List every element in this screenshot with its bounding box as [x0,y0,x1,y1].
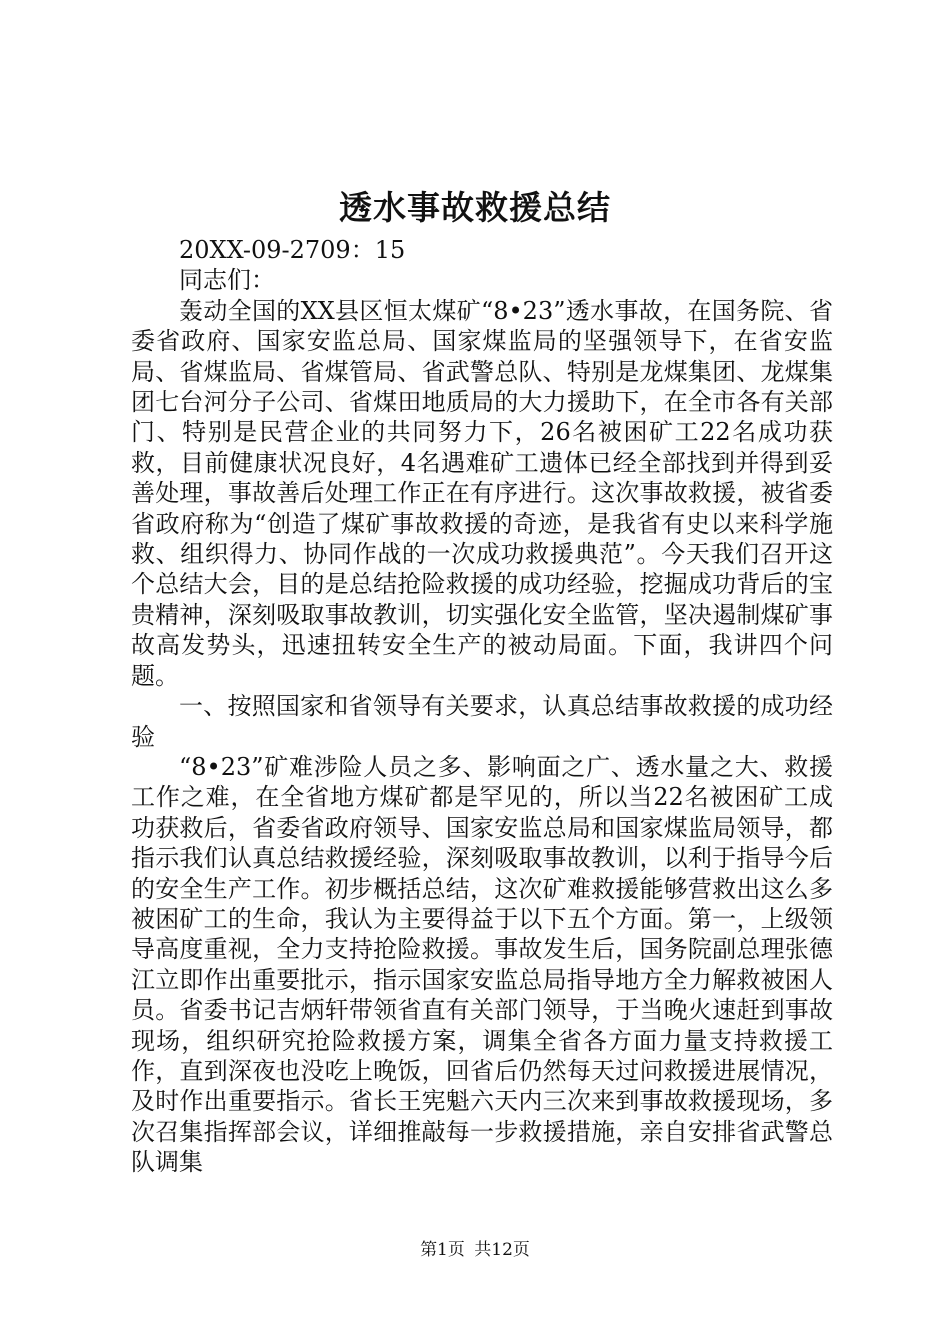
paragraph-section-1: “8•23”矿难涉险人员之多、影响面之广、透水量之大、救援工作之难，在全省地方煤矿都是罕见的，所以当22名被困矿工成功获救后，省委省政府领导、国家安监总局和国家煤监局领导，都指示我们认真总结救援经验，深刻吸取事故教训，以利于指导今后的安全生产工作。初步概括总结，这次矿难救援能够营救出这么多被困矿工的生命，我认为主要得益于以下五个方面。第一，上级领导高度重视，全力支持抢险救援。事故发生后，国务院副总理张德江立即作出重要批示，指示国家安监总局指导地方全力解救被困人员。省委书记吉炳轩带领省直有关部门领导，于当晚火速赶到事故现场，组织研究抢险救援方案，调集全省各方面力量支持救援工作，直到深夜也没吃上晚饭，回省后仍然每天过问救援进展情况，及时作出重要指示。省长王宪魁六天内三次来到事故救援现场，多次召集指挥部会议，详细推敲每一步救援措施，亲自安排省武警总队调集 [131,752,833,1177]
paragraph-intro: 轰动全国的XX县区恒太煤矿“8•23”透水事故，在国务院、省委省政府、国家安监总局、国家煤监局的坚强领导下，在省安监局、省煤监局、省煤管局、省武警总队、特别是龙煤集团、龙煤集团七台河分子公司、省煤田地质局的大力援助下，在全市各有关部门、特别是民营企业的共同努力下，26名被困矿工22名成功获救，目前健康状况良好，4名遇难矿工遗体已经全部找到并得到妥善处理，事故善后处理工作正在有序进行。这次事故救援，被省委省政府称为“创造了煤矿事故救援的奇迹，是我省有史以来科学施救、组织得力、协同作战的一次成功救援典范”。今天我们召开这个总结大会，目的是总结抢险救援的成功经验，挖掘成功背后的宝贵精神，深刻吸取事故教训，切实强化安全监管，坚决遏制煤矿事故高发势头，迅速扭转安全生产的被动局面。下面，我讲四个问题。 [131,296,833,690]
salutation: 同志们： [179,266,275,295]
date-line: 20XX-09-2709：15 [179,236,406,264]
document-body [131,235,833,1178]
page-number: 第1页 [420,1240,465,1260]
document-title: 透水事故救援总结 [339,188,611,227]
page-footer [0,1238,950,1262]
section-heading-1: 一、按照国家和省领导有关要求，认真总结事故救援的成功经验 [131,692,833,751]
page-total: 共12页 [474,1240,530,1260]
